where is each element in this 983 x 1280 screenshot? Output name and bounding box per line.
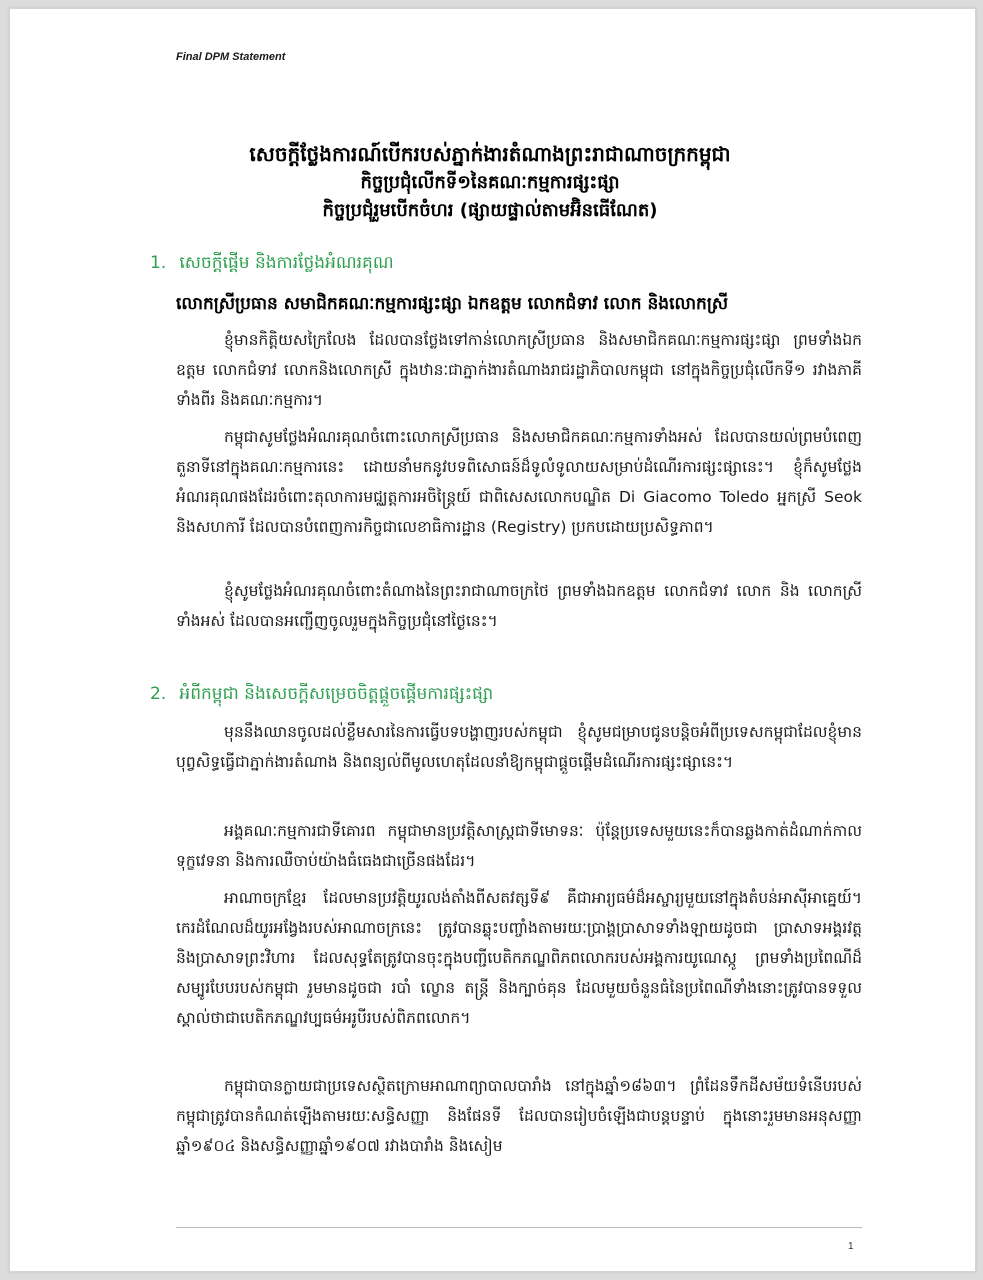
section-title: អំពីកម្ពុជា និងសេចក្តីសម្រេចចិត្តផ្តួចផ្តើមការផ្សះផ្សា — [179, 684, 494, 704]
paragraph: កម្ពុជាសូមថ្លែងអំណរគុណចំពោះលោកស្រីប្រធាន និងសមាជិកគណៈកម្មការទាំងអស់ ដែលបានយល់ព្រមបំពេញតួនាទីនៅក្នុងគណៈកម្មការនេះ ដោយនាំមកនូវបទពិសោធន៍ដ៏ទូលំទូលាយសម្រាប់ដំណើរការផ្សះផ្សានេះ។ ខ្ញុំក៏សូមថ្លែងអំណរគុណផងដែរចំពោះតុលាការមជ្ឈត្តការអចិន្ត្រៃយ៍ ជាពិសេសលោកបណ្ឌិត Di Giacomo Toledo អ្នកស្រី Seok និងសហការី ដែលបានបំពេញការកិច្ចជាលេខាធិការដ្ឋាន (Registry) ប្រកបដោយប្រសិទ្ធភាព។ — [176, 428, 862, 536]
document-title — [130, 139, 850, 225]
paragraph: ខ្ញុំមានកិត្តិយសក្រៃលែង ដែលបានថ្លែងទៅកាន់លោកស្រីប្រធាន និងសមាជិកគណៈកម្មការផ្សះផ្សា ព្រមទាំងឯកឧត្តម លោកជំទាវ លោកនិងលោកស្រី ក្នុងឋានៈជាភ្នាក់ងារតំណាងរាជរដ្ឋាភិបាលកម្ពុជា នៅក្នុងកិច្ចប្រជុំលើកទី១ រវាងភាគីទាំងពីរ និងគណៈកម្មការ។ — [176, 331, 862, 409]
document-page — [9, 8, 976, 1272]
section-heading-2 — [150, 683, 493, 708]
document-header-label: Final DPM Statement — [176, 51, 286, 63]
title-line-3: កិច្ចប្រជុំរួមបើកចំហរ (ផ្សាយផ្ទាល់តាមអ៊ិនធើណែត) — [322, 200, 658, 221]
section-title: សេចក្តីផ្តើម និងការថ្លែងអំណរគុណ — [179, 253, 394, 273]
section-number: 2. — [150, 684, 167, 704]
paragraph: មុននឹងឈានចូលដល់ខ្លឹមសារនៃការធ្វើបទបង្ហាញរបស់កម្ពុជា ខ្ញុំសូមជម្រាបជូនបន្តិចអំពីប្រទេសកម្ពុជាដែលខ្ញុំមានបុព្វសិទ្ធធ្វើជាភ្នាក់ងារតំណាង និងពន្យល់ពីមូលហេតុដែលនាំឱ្យកម្ពុជាផ្តួចផ្តើមដំណើរការផ្សះផ្សានេះ។ — [176, 723, 862, 771]
page-number: 1 — [848, 1241, 854, 1252]
title-line-1: សេចក្តីថ្លែងការណ៍បើករបស់ភ្នាក់ងារតំណាងព្រះរាជាណាចក្រកម្ពុជា — [249, 142, 731, 166]
footer-divider — [176, 1227, 862, 1228]
section-heading-1 — [150, 252, 394, 277]
paragraph: កម្ពុជាបានក្លាយជាប្រទេសស្ថិតក្រោមអាណាព្យាបាលបារាំង នៅក្នុងឆ្នាំ១៨៦៣។ ព្រំដែនទឹកដីសម័យទំនើបរបស់កម្ពុជាត្រូវបានកំណត់ឡើងតាមរយៈសន្ធិសញ្ញា និងផែនទី ដែលបានរៀបចំឡើងជាបន្តបន្ទាប់ ក្នុងនោះរួមមានអនុសញ្ញាឆ្នាំ១៩០៤ និងសន្ធិសញ្ញាឆ្នាំ១៩០៧ រវាងបារាំង និងសៀម — [176, 1077, 862, 1155]
salutation: លោកស្រីប្រធាន សមាជិកគណៈកម្មការផ្សះផ្សា ឯកឧត្តម លោកជំទាវ លោក និងលោកស្រី — [176, 294, 729, 314]
title-line-2: កិច្ចប្រជុំលើកទី១នៃគណៈកម្មការផ្សះផ្សា — [360, 172, 620, 193]
paragraph: អង្គគណៈកម្មការជាទីគោរព កម្ពុជាមានប្រវត្តិសាស្ត្រជាទីមោទនៈ ប៉ុន្តែប្រទេសមួយនេះក៏បានឆ្លងកាត់ដំណាក់កាលទុក្ខវេទនា និងការឈឺចាប់យ៉ាងធំធេងជាច្រើនផងដែរ។ — [176, 822, 862, 870]
paragraph: ខ្ញុំសូមថ្លែងអំណរគុណចំពោះតំណាងនៃព្រះរាជាណាចក្រថៃ ព្រមទាំងឯកឧត្តម លោកជំទាវ លោក និង លោកស្រីទាំងអស់ ដែលបានអញ្ជើញចូលរួមក្នុងកិច្ចប្រជុំនៅថ្ងៃនេះ។ — [176, 582, 862, 630]
paragraph: អាណាចក្រខ្មែរ ដែលមានប្រវត្តិយូរលង់តាំងពីសតវត្សទី៩ គឺជាអារ្យធម៌ដ៏អស្ចារ្យមួយនៅក្នុងតំបន់អាស៊ីអាគ្នេយ៍។ កេរដំណែលដ៏យូរអង្វែងរបស់អាណាចក្រនេះ ត្រូវបានឆ្លុះបញ្ចាំងតាមរយៈប្រាង្គប្រាសាទទាំងឡាយដូចជា ប្រាសាទអង្គរវត្ត និងប្រាសាទព្រះវិហារ ដែលសុទ្ធតែត្រូវបានចុះក្នុងបញ្ជីបេតិកភណ្ឌពិភពលោករបស់អង្គការយូណេស្កូ ព្រមទាំងប្រពៃណីដ៏សម្បូរបែបរបស់កម្ពុជា រួមមានដូចជា របាំ ល្ខោន តន្ត្រី និងក្បាច់គុន ដែលមួយចំនួនធំនៃប្រពៃណីទាំងនោះត្រូវបានទទួលស្គាល់ថាជាបេតិកភណ្ឌវប្បធម៌អរូបីរបស់ពិភពលោក។ — [176, 889, 862, 1027]
section-number: 1. — [150, 253, 167, 273]
